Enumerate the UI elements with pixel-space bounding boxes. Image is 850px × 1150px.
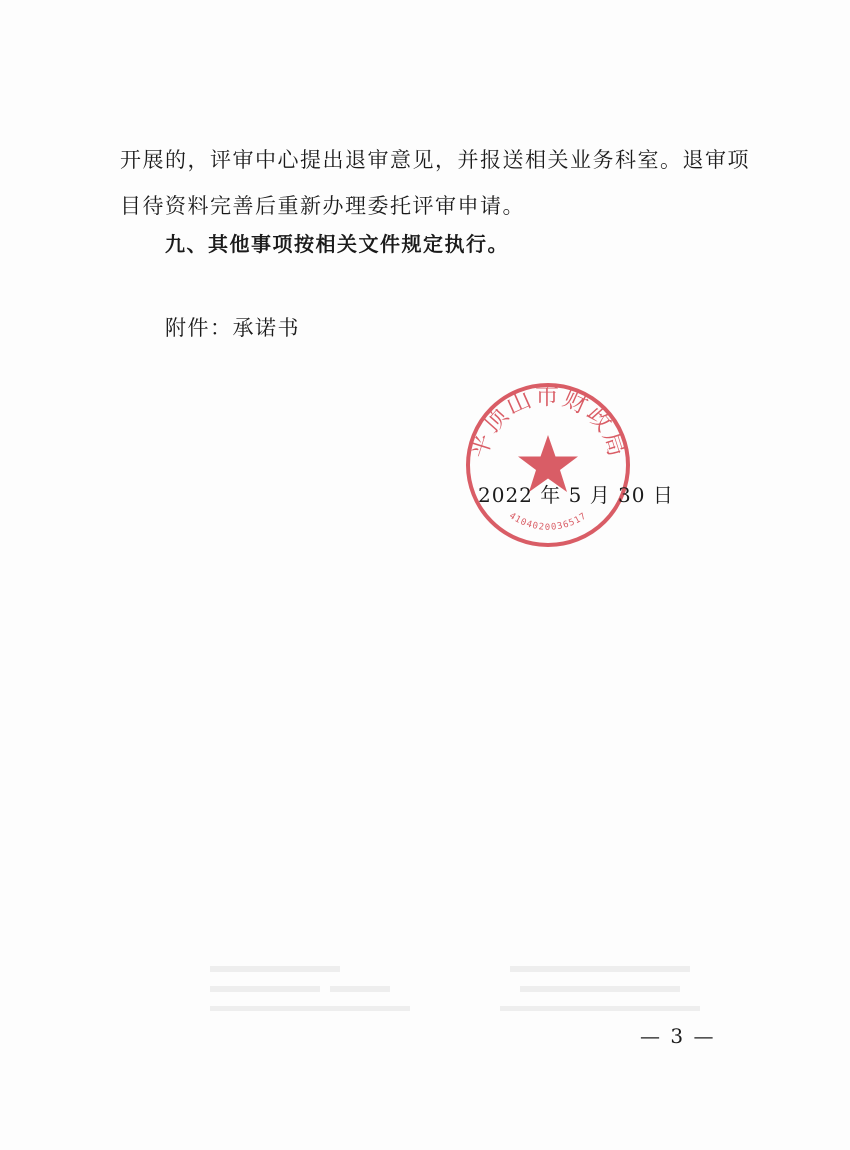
page-number: — 3 — xyxy=(640,1024,716,1048)
svg-text:4104020036517 xyxy=(507,511,589,533)
body-paragraph: 开展的，评审中心提出退审意见，并报送相关业务科室。退审项目待资料完善后重新办理委托评审申请。 xyxy=(120,148,750,218)
bleed-through-marks xyxy=(200,960,720,1020)
seal-text: 平顶山市财政局 xyxy=(464,382,632,462)
signature-date: 2022 年 5 月 30 日 xyxy=(478,483,674,507)
attachment-line: 附件：承诺书 xyxy=(165,316,300,340)
section-heading: 九、其他事项按相关文件规定执行。 xyxy=(165,232,509,256)
official-seal xyxy=(463,380,633,550)
seal-code: 4104020036517 xyxy=(507,511,589,533)
